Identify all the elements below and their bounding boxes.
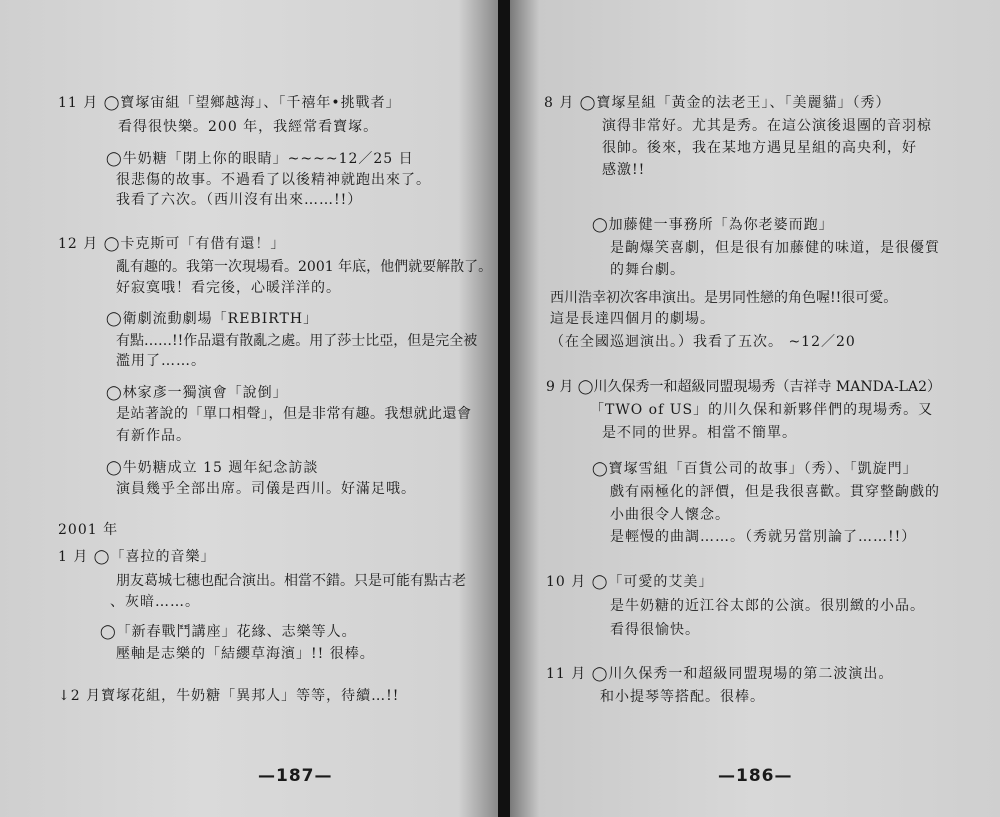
text-line: 很帥。後來，我在某地方遇見星組的高央利，好	[602, 140, 917, 156]
text-line: 這是長達四個月的劇場。	[550, 311, 715, 327]
text-line: 演員幾乎全部出席。司儀是西川。好滿足哦。	[116, 481, 416, 497]
book-gutter	[498, 0, 510, 817]
text-line: 好寂寞哦！看完後，心暖洋洋的。	[116, 280, 341, 296]
text-line: 12 月 ◯卡克斯可「有借有還！」	[58, 236, 286, 252]
text-line: 戲有兩極化的評價，但是我很喜歡。貫穿整齣戲的	[610, 484, 940, 500]
text-line: 朋友葛城七穗也配合演出。相當不錯。只是可能有點古老	[116, 573, 466, 589]
text-line: 11 月 ◯川久保秀一和超級同盟現場的第二波演出。	[546, 666, 894, 682]
text-line: 和小提琴等搭配。很棒。	[600, 689, 765, 705]
right-page	[510, 0, 1000, 817]
page-number: —186—	[718, 766, 793, 786]
text-line: 是不同的世界。相當不簡單。	[602, 425, 797, 441]
text-line: 是輕慢的曲調……。（秀就另當別論了……!!）	[610, 529, 917, 545]
text-line: 、灰暗……。	[110, 594, 200, 610]
text-line: ◯寶塚雪組「百貨公司的故事」（秀）、「凱旋門」	[592, 461, 918, 477]
left-page	[0, 0, 498, 817]
text-line: ◯牛奶糖成立 15 週年紀念訪談	[106, 460, 319, 476]
text-line: 10 月 ◯「可愛的艾美」	[546, 574, 714, 590]
text-line: （在全國巡迴演出。）我看了五次。 ~12／20	[550, 334, 856, 350]
text-line: 看得很愉快。	[610, 622, 700, 638]
text-line: 小曲很令人懷念。	[610, 507, 730, 523]
page-number: —187—	[258, 766, 333, 786]
text-line: 有點……!!作品還有散亂之處。用了莎士比亞，但是完全被	[116, 333, 478, 349]
text-line: ◯加藤健一事務所「為你老婆而跑」	[592, 217, 834, 233]
year-heading: 2001 年	[58, 522, 119, 538]
text-line: ↓2 月寶塚花組，牛奶糖「異邦人」等等，待續…!!	[58, 688, 400, 704]
text-line: 濫用了……。	[116, 353, 206, 369]
text-line: 的舞台劇。	[610, 262, 685, 278]
text-line: 是齣爆笑喜劇，但是很有加藤健的味道，是很優質	[610, 240, 940, 256]
text-line: ◯衛劇流動劇場「REBIRTH」	[106, 311, 319, 327]
text-line: 西川浩幸初次客串演出。是男同性戀的角色喔!!很可愛。	[550, 290, 898, 306]
text-line: 看得很快樂。200 年，我經常看寶塚。	[118, 119, 379, 135]
text-line: 「TWO of US」的川久保和新夥伴們的現場秀。又	[590, 402, 934, 418]
text-line: 是站著說的「單口相聲」，但是非常有趣。我想就此還會	[116, 406, 472, 422]
text-line: 8 月 ◯寶塚星組「黃金的法老王」、「美麗貓」（秀）	[544, 95, 891, 111]
text-line: 11 月 ◯寶塚宙組「望鄉越海」、「千禧年•挑戰者」	[58, 95, 401, 111]
text-line: 感激!!	[602, 162, 646, 178]
text-line: 演得非常好。尤其是秀。在這公演後退團的音羽椋	[602, 118, 932, 134]
text-line: 我看了六次。（西川沒有出來……!!）	[116, 192, 363, 208]
text-line: 9 月 ◯川久保秀一和超級同盟現場秀（吉祥寺 MANDA-LA2）	[546, 379, 941, 395]
text-line: ◯「新春戰鬥講座」花緣、志樂等人。	[100, 624, 357, 640]
text-line: 1 月 ◯「喜拉的音樂」	[58, 549, 216, 565]
text-line: 有新作品。	[116, 428, 191, 444]
text-line: ◯林家彥一獨演會「說倒」	[106, 385, 288, 401]
text-line: ◯牛奶糖「閉上你的眼睛」~~~~12／25 日	[106, 151, 414, 167]
text-line: 亂有趣的。我第一次現場看。2001 年底，他們就要解散了。	[116, 259, 493, 275]
text-line: 壓軸是志樂的「結纓草海濱」!! 很棒。	[116, 646, 375, 662]
text-line: 很悲傷的故事。不過看了以後精神就跑出來了。	[116, 172, 431, 188]
text-line: 是牛奶糖的近江谷太郎的公演。很別緻的小品。	[610, 598, 925, 614]
